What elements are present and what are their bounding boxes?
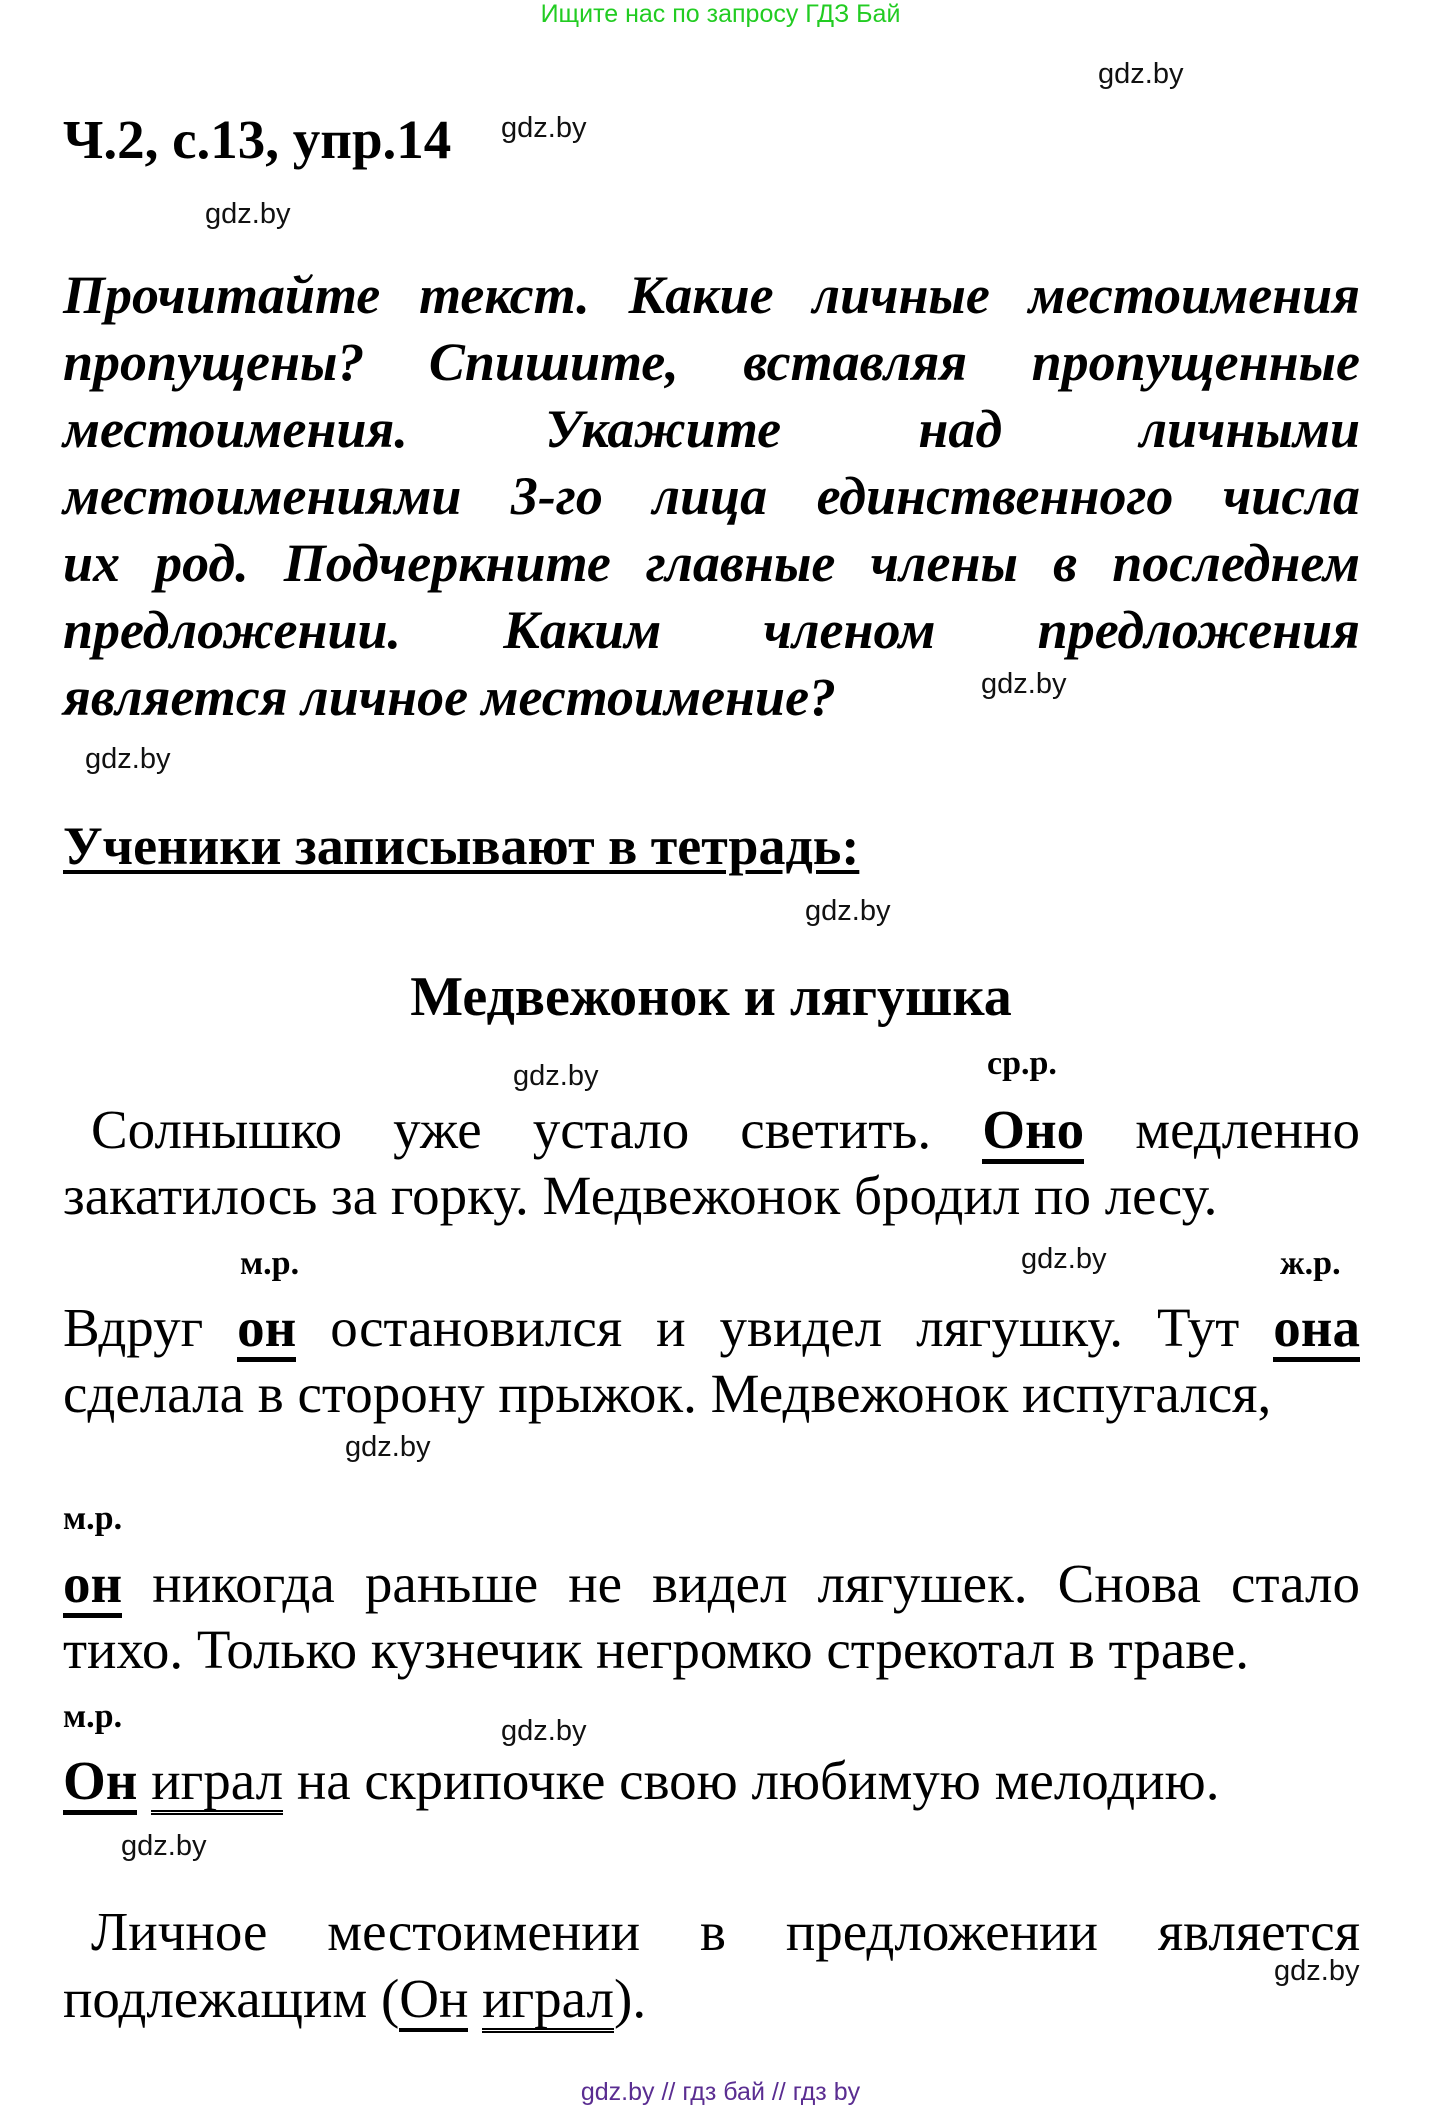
footer-links: gdz.by // гдз бай // гдз by bbox=[580, 2078, 861, 2106]
conclusion-line bbox=[63, 1967, 1360, 2033]
text: на скрипочке свою любимую мелодию. bbox=[283, 1750, 1220, 1811]
watermark: gdz.by bbox=[501, 1715, 587, 1747]
watermark: gdz.by bbox=[1098, 58, 1184, 90]
watermark: gdz.by bbox=[981, 668, 1067, 700]
search-banner: Ищите нас по запросу ГДЗ Бай bbox=[540, 0, 901, 28]
text: никогда раньше не видел лягушек. Снова стало bbox=[122, 1553, 1360, 1614]
watermark: gdz.by bbox=[501, 112, 587, 144]
watermark: gdz.by bbox=[1274, 1955, 1360, 1987]
instruction-line: местоимениями 3-го лица единственного числа bbox=[63, 466, 1360, 526]
instruction-line: местоимения. Укажите над личными bbox=[63, 399, 1360, 459]
watermark: gdz.by bbox=[805, 895, 891, 927]
watermark: gdz.by bbox=[513, 1060, 599, 1092]
pronoun: Оно bbox=[982, 1102, 1084, 1164]
instruction-line: их род. Подчеркните главные члены в последнем bbox=[63, 533, 1360, 593]
watermark: gdz.by bbox=[1021, 1243, 1107, 1275]
story-line: закатилось за горку. Медвежонок бродил по лесу. bbox=[63, 1165, 1218, 1226]
story-line: сделала в сторону прыжок. Медвежонок испугался, bbox=[63, 1363, 1272, 1424]
conclusion-line: Личное местоимении в предложении является bbox=[91, 1901, 1360, 1962]
watermark: gdz.by bbox=[345, 1431, 431, 1463]
gender-label: ж.р. bbox=[1280, 1245, 1341, 1282]
story-line bbox=[63, 1098, 1360, 1164]
watermark: gdz.by bbox=[205, 198, 291, 230]
text: медленно bbox=[1084, 1099, 1360, 1160]
instruction-line: является личное местоимение? bbox=[63, 667, 837, 727]
gender-label: м.р. bbox=[63, 1698, 123, 1735]
gender-label: м.р. bbox=[63, 1500, 123, 1537]
gender-label: м.р. bbox=[240, 1245, 300, 1282]
text: Вдруг bbox=[63, 1297, 238, 1358]
instruction-line: предложении. Каким членом предложения bbox=[63, 600, 1360, 660]
text: Солнышко уже устало светить. bbox=[91, 1099, 983, 1160]
pronoun: он bbox=[63, 1556, 122, 1618]
watermark: gdz.by bbox=[85, 743, 171, 775]
instruction-line: пропущены? Спишите, вставляя пропущенные bbox=[63, 332, 1360, 392]
story-line bbox=[63, 1749, 1360, 1815]
story-line bbox=[63, 1296, 1360, 1362]
story-line: тихо. Только кузнечик негромко стрекотал в траве. bbox=[63, 1619, 1250, 1680]
story-line bbox=[63, 1552, 1360, 1618]
instruction-line: Прочитайте текст. Какие личные местоимения bbox=[63, 265, 1360, 325]
gender-label: ср.р. bbox=[987, 1045, 1057, 1082]
text: подлежащим ( bbox=[63, 1968, 400, 2029]
text: ). bbox=[614, 1968, 647, 2029]
pronoun: он bbox=[237, 1300, 296, 1362]
subheading: Ученики записывают в тетрадь: bbox=[63, 816, 860, 876]
watermark: gdz.by bbox=[121, 1830, 207, 1862]
text: остановился и увидел лягушку. Тут bbox=[296, 1297, 1274, 1358]
story-title: Медвежонок и лягушка bbox=[410, 966, 1012, 1028]
predicate: играл bbox=[482, 1971, 614, 2033]
subject: Он bbox=[63, 1753, 137, 1815]
predicate: играл bbox=[151, 1753, 283, 1815]
exercise-title: Ч.2, с.13, упр.14 bbox=[63, 109, 452, 170]
subject: Он bbox=[399, 1971, 468, 2032]
pronoun: она bbox=[1273, 1300, 1360, 1362]
